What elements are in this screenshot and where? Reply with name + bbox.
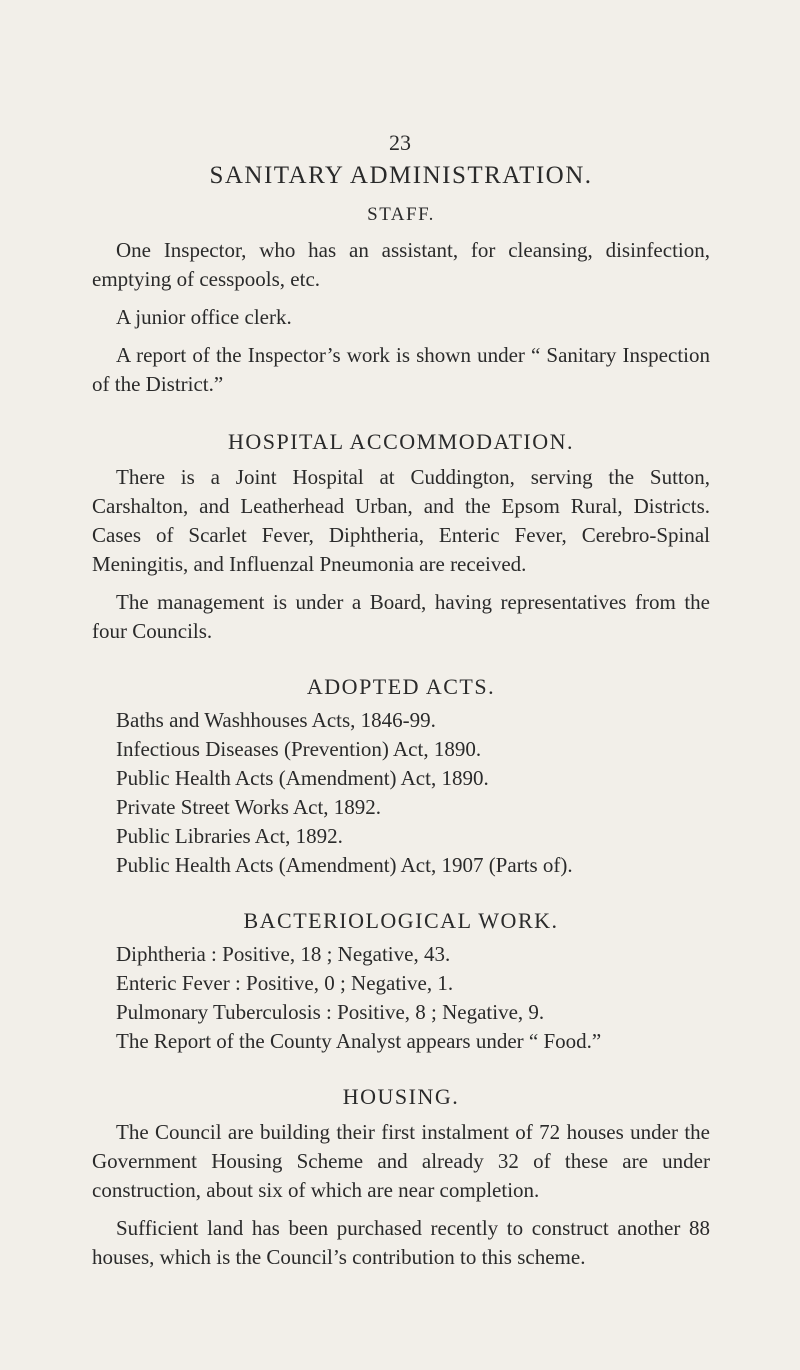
page-number: 23 [389,130,411,155]
act-item: Baths and Washhouses Acts, 1846-99. [116,708,436,732]
hospital-paragraph-2: The management is under a Board, having representatives from the four Councils. [92,590,710,643]
housing-paragraph-2: Sufficient land has been purchased recently to construct another 88 houses, which is the Council’s contribution to this scheme. [92,1216,710,1269]
hospital-section [92,429,710,646]
hospital-paragraph-1: There is a Joint Hospital at Cuddington, serving the Sutton, Carshalton, and Leatherhead Urban, and the Epsom Rural, Districts. Cases of Scarlet Fever, Diphtheria, Enteric Fever, Cerebro-Spinal Meningitis, and Influenzal Pneumonia are received. [92,465,710,576]
hospital-heading: HOSPITAL ACCOMMODATION. [227,429,575,454]
bacteriological-item: The Report of the County Analyst appears under “ Food.” [116,1029,602,1053]
bacteriological-section [92,908,710,1056]
staff-heading: STAFF. [367,204,435,225]
housing-heading: HOUSING. [342,1084,460,1109]
acts-section [92,674,710,880]
staff-paragraph-1: One Inspector, who has an assistant, for cleansing, disinfection, emptying of cesspools, etc. [92,238,710,291]
page-title: SANITARY ADMINISTRATION. [209,162,593,189]
housing-paragraph-1: The Council are building their first instalment of 72 houses under the Government Housing Scheme and already 32 of these are under construction, about six of which are near completion. [92,1120,710,1202]
bacteriological-item: Enteric Fever : Positive, 0 ; Negative, 1. [116,971,454,995]
bacteriological-heading: BACTERIOLOGICAL WORK. [243,908,559,933]
acts-heading: ADOPTED ACTS. [306,674,496,699]
bacteriological-item: Diphtheria : Positive, 18 ; Negative, 43. [116,942,451,966]
act-item: Private Street Works Act, 1892. [116,795,382,819]
act-item: Public Health Acts (Amendment) Act, 1890. [116,766,489,790]
housing-section [92,1084,710,1272]
staff-paragraph-3: A report of the Inspector’s work is shown under “ Sanitary Inspection of the District.” [92,343,710,396]
act-item: Public Libraries Act, 1892. [116,824,343,848]
staff-section [92,204,710,399]
staff-paragraph-2: A junior office clerk. [116,305,292,329]
act-item: Public Health Acts (Amendment) Act, 1907 (Parts of). [116,853,573,877]
act-item: Infectious Diseases (Prevention) Act, 1890. [116,737,482,761]
bacteriological-item: Pulmonary Tuberculosis : Positive, 8 ; Negative, 9. [116,1000,545,1024]
